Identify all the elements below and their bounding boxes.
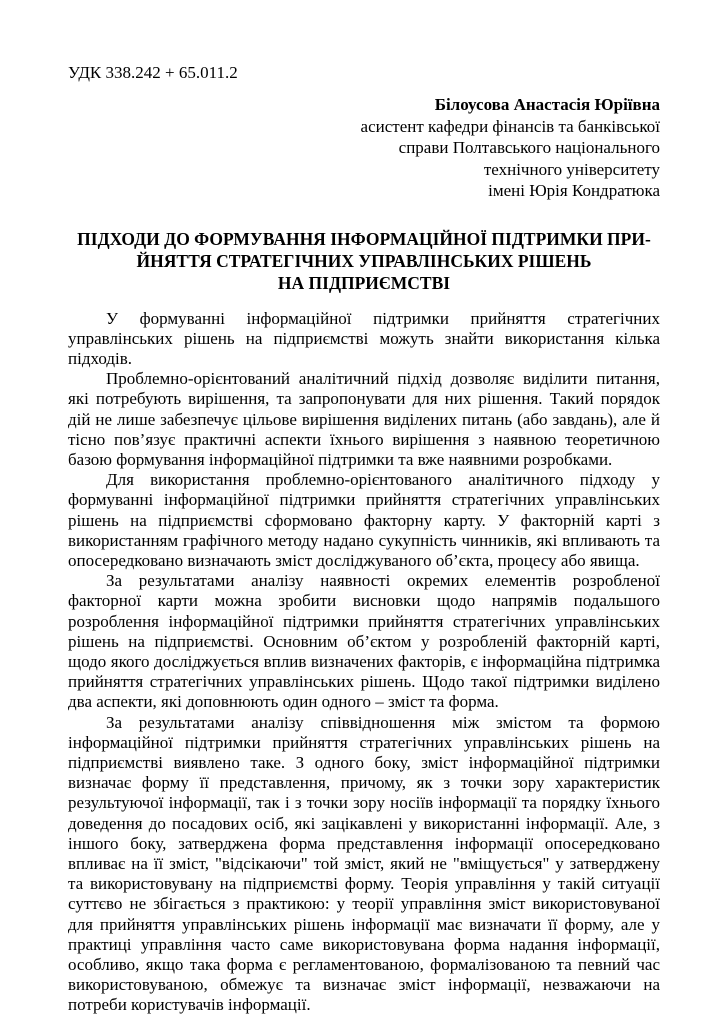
author-affiliation: [68, 116, 660, 202]
udc-code: УДК 338.242 + 65.011.2: [68, 63, 238, 82]
author-affiliation-line: справи Полтавського національного: [398, 138, 660, 157]
article-title: [68, 228, 660, 294]
body-paragraph: За результатами аналізу наявності окремих елементів розробленої факторної карти можна зробити висновки щодо напрямів подальшого розроблення інформаційної підтримки прийняття стратегічних управлінських рішень на підприємстві. Основним об’єктом у розробленій факторній карті, щодо якого досліджується вплив визначених факторів, є інформаційна підтримка прийняття стратегічних управлінських рішень. Щодо такої підтримки виділено два аспекти, які доповнюють один одного – зміст та форма.: [68, 571, 660, 712]
body-paragraph: За результатами аналізу співвідношення між змістом та формою інформаційної підтримки прийняття стратегічних управлінських рішень на підприємстві виявлено таке. З одного боку, зміст інформаційної підтримки визначає форму її представлення, причому, як з точки зору характеристик результуючої інформації, так і з точки зору носіїв інформації та порядку їхнього доведення до посадових осіб, які зацікавлені у використанні інформації. Але, з іншого боку, затверджена форма представлення інформації опосередковано впливає на її зміст, "відсікаючи" той зміст, який не "вміщується" у затверджену та використовувану на підприємстві форму. Теорія управління у такій ситуації суттєво не збігається з практикою: у теорії управління зміст використовуваної для прийняття управлінських рішень інформації має визначати її форму, але у практиці управління часто саме використовувана форма надання інформації, особливо, якщо така форма є регламентованою, формалізованою та певний час використовуваною, обмежує та визначає зміст інформації, незважаючи на потреби користувачів інформації.: [68, 712, 660, 1015]
author-block: [68, 94, 660, 202]
body-paragraph: Для використання проблемно-орієнтованого аналітичного підходу у формуванні інформаційної підтримки прийняття стратегічних управлінських рішень на підприємстві сформовано факторну карту. У факторній карті з використанням графічного методу надано сукупність чинників, які впливають та опосередковано визначають зміст досліджуваного об’єкта, процесу або явища.: [68, 470, 660, 570]
author-affiliation-line: технічного університету: [483, 159, 660, 179]
article-title-line: ЙНЯТТЯ СТРАТЕГІЧНИХ УПРАВЛІНСЬКИХ РІШЕНЬ: [136, 250, 592, 271]
author-affiliation-line: асистент кафедри фінансів та банківської: [360, 116, 660, 136]
body-paragraph: У формуванні інформаційної підтримки прийняття стратегічних управлінських рішень на підприємстві можуть знайти використання кілька підходів.: [68, 308, 660, 368]
article-title-line: НА ПІДПРИЄМСТВІ: [277, 272, 451, 293]
author-name: Білоусова Анастасія Юріївна: [434, 95, 660, 114]
author-affiliation-line: імені Юрія Кондратюка: [488, 181, 660, 200]
article-title-line: ПІДХОДИ ДО ФОРМУВАННЯ ІНФОРМАЦІЙНОЇ ПІДТРИМКИ ПРИ-: [77, 228, 651, 249]
body-paragraph: Проблемно-орієнтований аналітичний підхід дозволяє виділити питання, які потребують вирішення, та запропонувати для них рішення. Такий порядок дій не лише забезпечує цільове вирішення виділених питань (або завдань), але й тісно пов’язує практичні аспекти їхнього вирішення з наявною теоретичною базою формування інформаційної підтримки та вже наявними розробками.: [68, 369, 660, 469]
article-body: [68, 309, 660, 1016]
